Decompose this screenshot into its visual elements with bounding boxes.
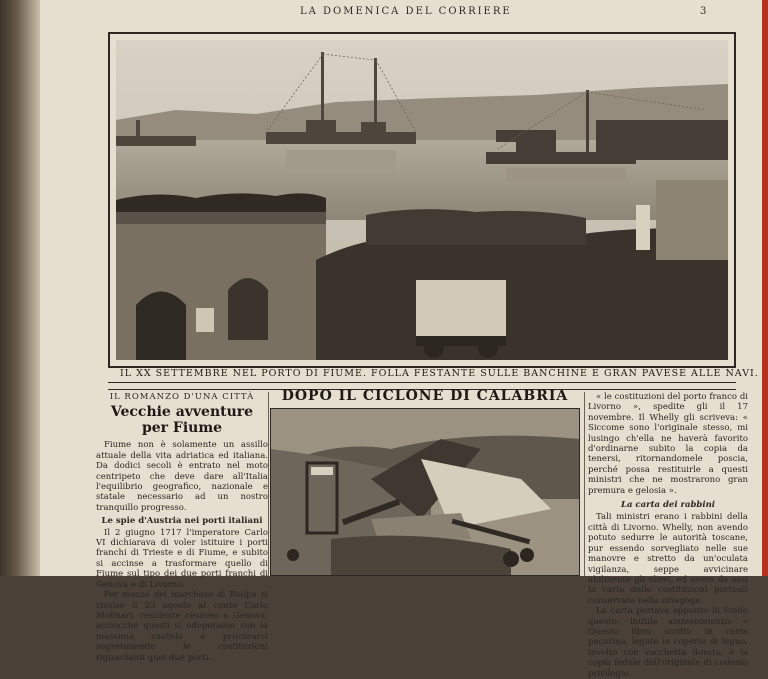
newspaper-header: LA DOMENICA DEL CORRIERE (300, 6, 512, 17)
article-paragraph: Per mezzo del marchese di Rialpa si rivolse il 23 agosto al conte Carlo Molinari, residente cesareo a Genova, acciocché questi si adoperasse con la massima cautela a procurarsi segretamente le costituzioni riguardanti quei due porti. (96, 590, 268, 663)
article-subhead: La carta dei rabbini (620, 500, 716, 511)
article-headline: Vecchie avventure per Fiume (110, 404, 254, 437)
cyclone-photo-illustration (271, 409, 579, 575)
fiume-harbor-photo (108, 32, 736, 368)
calabria-cyclone-photo (270, 408, 580, 576)
article-subhead: Le spie d'Austria nei porti italiani (101, 516, 263, 527)
article-paragraph: La carta portava appunto in fondo questo: inutile ammonimento: « Questo libro scritto in carta pecorina, legato in coperto di legno, involto con vacchetta dorata, è la copia fedele dell'originale di codesto privilegio. (588, 606, 748, 679)
article-kicker: IL ROMANZO D'UNA CITTÀ (109, 392, 255, 402)
top-photo-caption: IL XX SETTEMBRE NEL PORTO DI FIUME. FOLLA FESTANTE SULLE BANCHINE E GRAN PAVESE ALLE NAVI. (120, 368, 759, 379)
article-paragraph: Tali ministri erano i rabbini della città di Livorno. Whelly, non avendo potuto sedurre le autorità toscane, pur essendo sorvegliato nelle sue manovre e stretto da un'oculata vigilanza, seppe avvicinare abilmente gli ebrei, ed avere da essi la carta delle costituzioni portuali conservata nella sinagoga. (588, 512, 748, 606)
column-divider (268, 392, 269, 576)
calabria-title: DOPO IL CICLONE DI CALABRIA (281, 388, 569, 404)
page-number: 3 (700, 6, 707, 17)
article-paragraph: Il 2 giugno 1717 l'imperatore Carlo VI dichiarava di voler istituire i porti franchi di Trieste e di Fiume, e subito si accinse a trasformare quello di Fiume sul tipo dei due porti franchi di Genova e di Livorno. (96, 527, 268, 590)
column-divider (584, 392, 585, 576)
article-paragraph: « le costituzioni del porto franco di Livorno », spedite gli il 17 novembre. Il Whelly gli scriveva: « Siccome sono l'originale stesso, mi lusingo ch'ella ne haverà favorito d'ordinarne subito la copia da tenersi, ritornandomele poscia, perché possa restituirle a questi ministri che ne mostrarono gran premura e gelosia ». (588, 392, 748, 496)
book-binding (0, 0, 40, 576)
article-fiume (96, 392, 268, 663)
harbor-photo-illustration (116, 40, 728, 360)
article-intro: Fiume non è solamente un assillo attuale della vita adriatica ed italiana. Da dodici secoli è entrato nel moto centripeto che deve dare all'Italia l'equilibrio geografico, nazionale e statale necessario ad un nostro tranquillo progresso. (96, 440, 268, 513)
page-edge (762, 0, 768, 576)
article-rabbis (588, 392, 748, 679)
